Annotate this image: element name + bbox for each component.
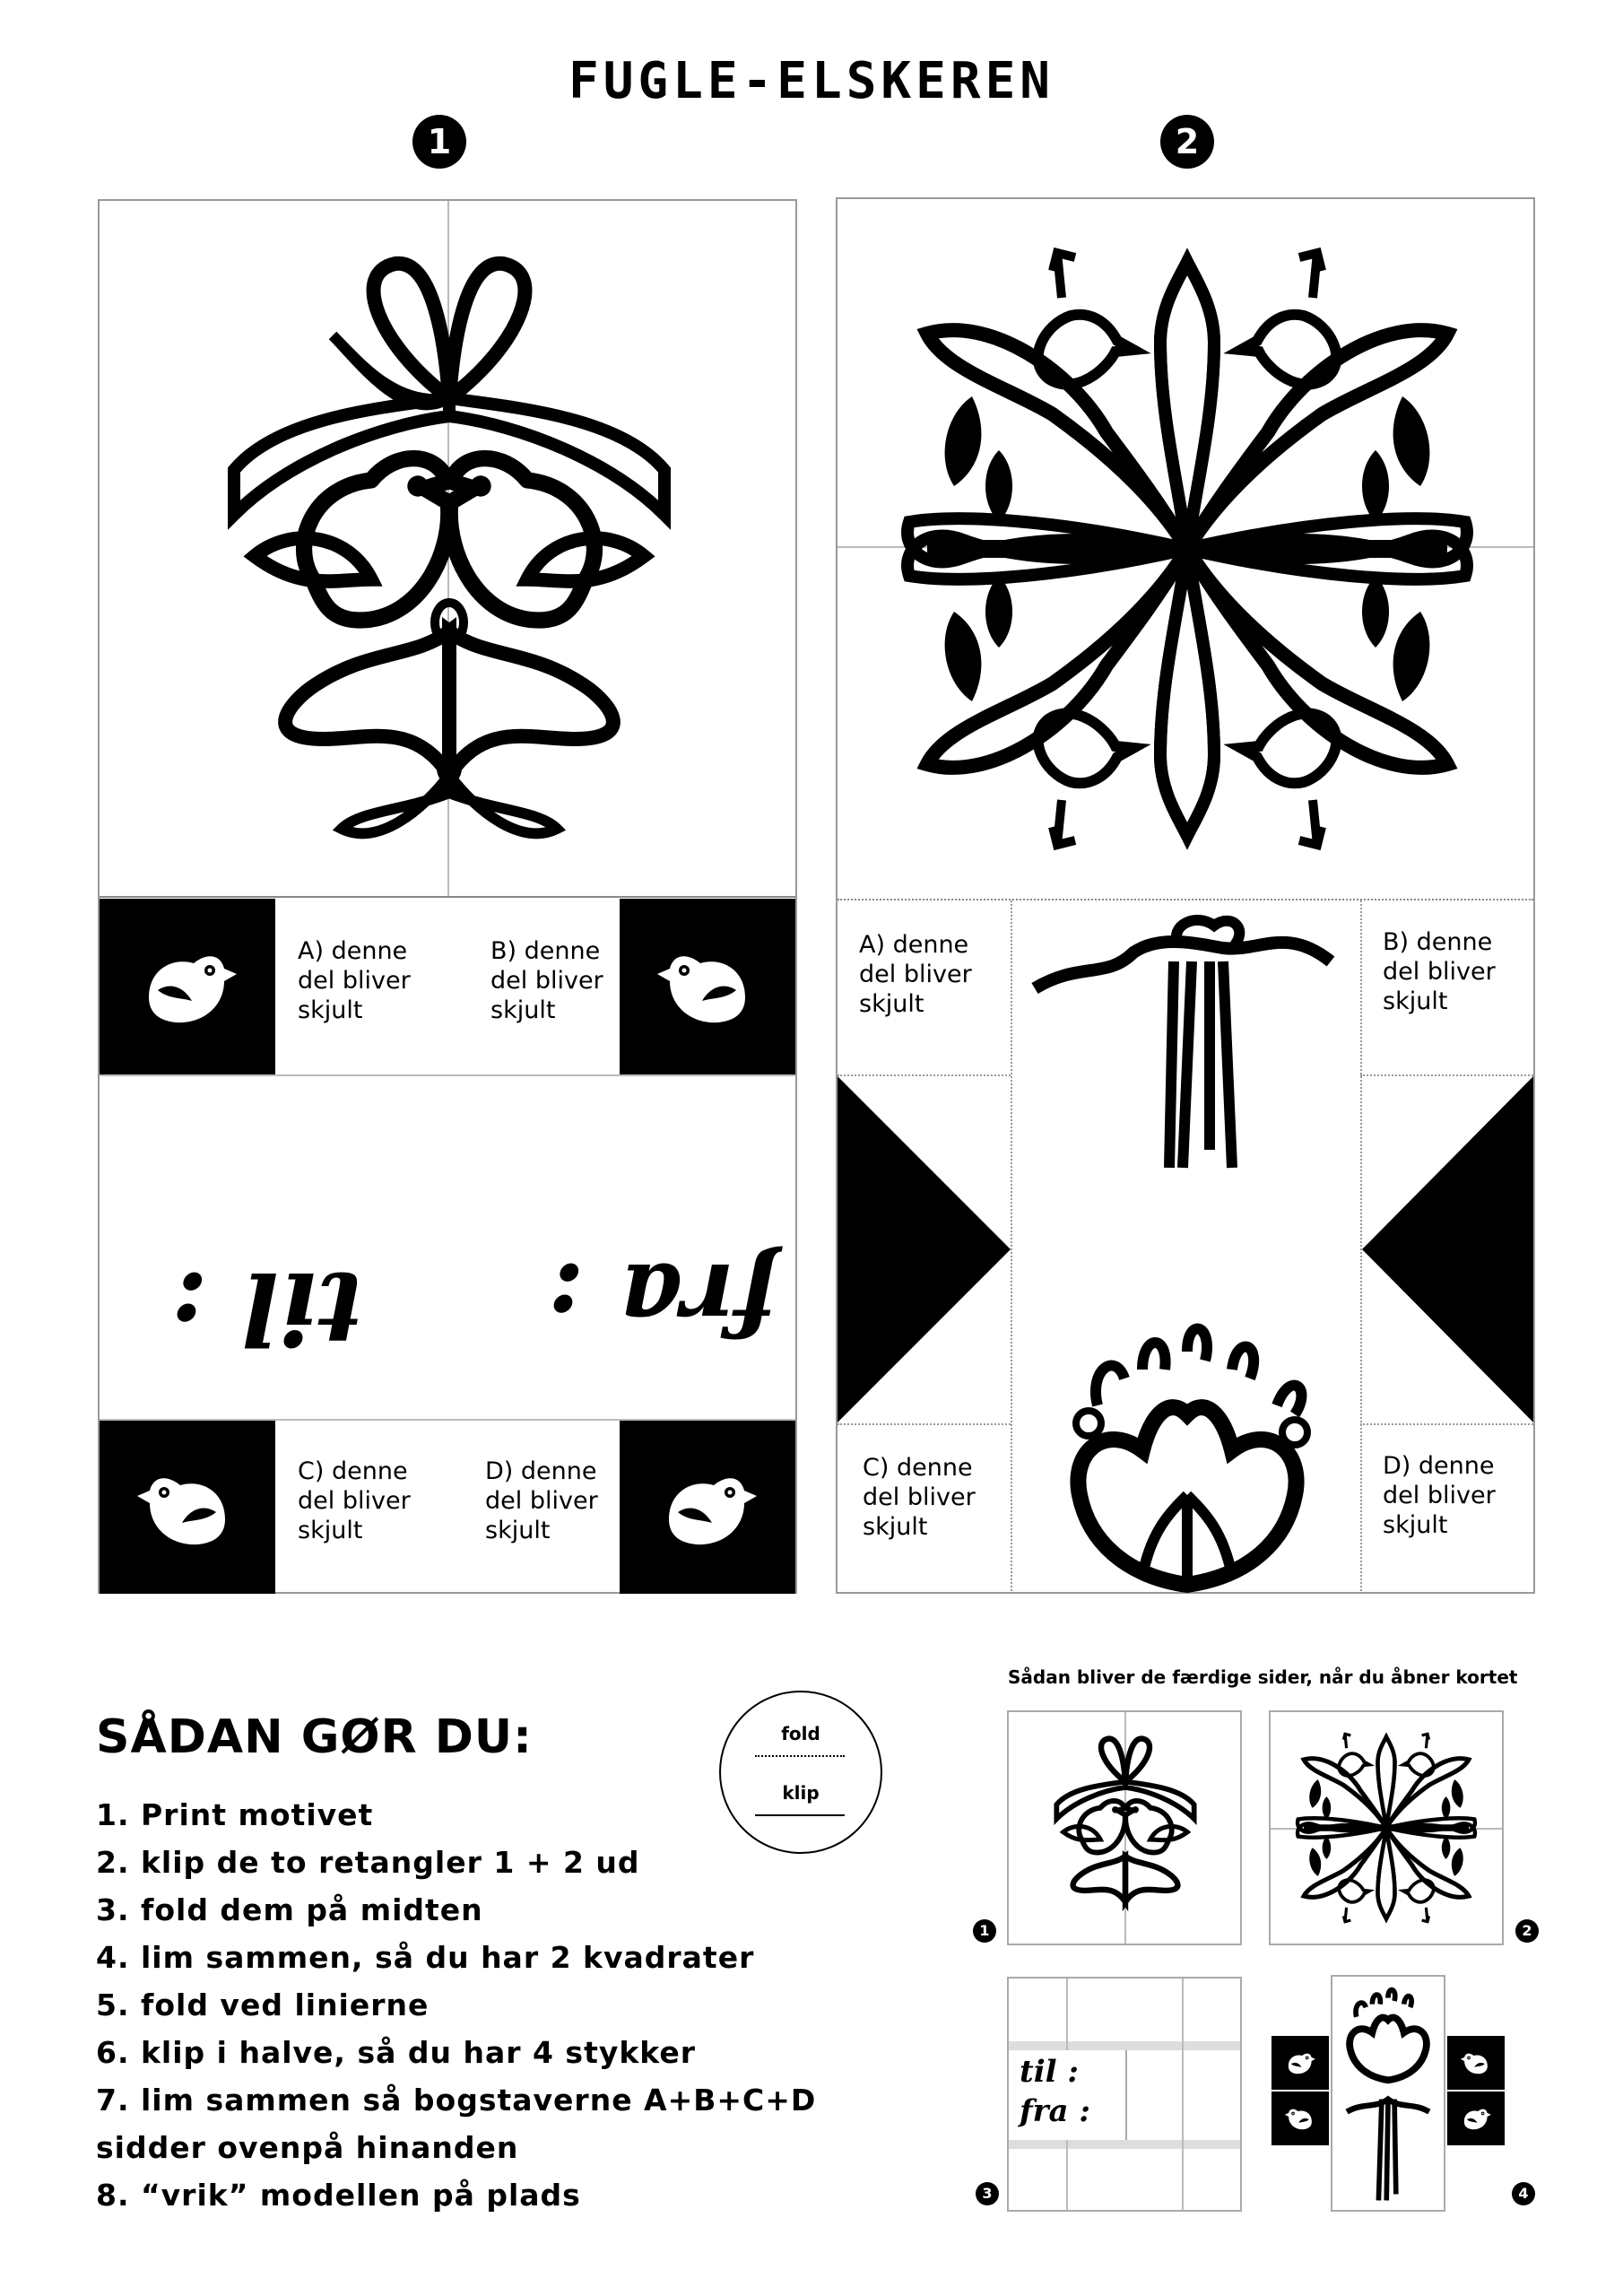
note-a-hidden: A) denne del bliver skjult [298, 937, 411, 1024]
note-b-hidden: B) denne del bliver skjult [490, 937, 603, 1024]
panel-2-cutout [836, 197, 1535, 1594]
preview-til-label: til : [1020, 2054, 1079, 2090]
panel-1-number-badge: 1 [412, 115, 466, 169]
legend-cut-label: klip [782, 1782, 820, 1804]
preview-love-birds [1027, 1730, 1224, 1936]
bird-icon [1447, 2092, 1505, 2145]
preview-page-2 [1269, 1710, 1504, 1945]
step-7-continued: sidder ovenpå hinanden [96, 2130, 519, 2165]
instructions-heading: SÅDAN GØR DU: [96, 1710, 533, 1764]
bird-tab-a [100, 899, 275, 1074]
preview-bird-tab [1271, 2036, 1329, 2090]
panel-1-cutout [98, 199, 797, 1594]
preview-bird-tab [1447, 2092, 1505, 2145]
bird-icon [620, 899, 795, 1074]
step-5: 5. fold ved linierne [96, 1987, 430, 2022]
bird-tab-c [100, 1421, 275, 1594]
bird-tab-b [620, 899, 795, 1074]
bird-tab-d [620, 1421, 795, 1594]
preview-page-1 [1007, 1710, 1242, 1945]
legend-fold-line [755, 1755, 845, 1757]
fra-label: fra : [548, 1241, 777, 1357]
bird-icon [1447, 2036, 1505, 2090]
note-a-hidden: A) denne del bliver skjult [859, 931, 972, 1018]
note-d-hidden: D) denne del bliver skjult [485, 1457, 598, 1544]
preview-bouquet [1334, 1984, 1442, 2208]
note-d-hidden: D) denne del bliver skjult [1383, 1452, 1496, 1539]
preview-number-4: 4 [1512, 2182, 1535, 2205]
ribbon-bouquet-stems [1017, 908, 1358, 1177]
preview-page-3 [1007, 1977, 1242, 2212]
love-birds-motif [153, 237, 745, 883]
preview-band [1009, 2140, 1240, 2149]
preview-caption: Sådan bliver de færdige sider, når du åbner kortet [1008, 1666, 1518, 1688]
step-7: 7. lim sammen så bogstaverne A+B+C+D [96, 2083, 817, 2118]
note-c-hidden: C) denne del bliver skjult [298, 1457, 411, 1544]
panel-2-dotted-h [1360, 1423, 1533, 1425]
preview-fra-label: fra : [1020, 2093, 1090, 2129]
preview-number-2: 2 [1515, 1919, 1539, 1943]
preview-floral-birds [1287, 1728, 1486, 1927]
instructions-steps [96, 1791, 816, 2219]
step-1: 1. Print motivet [96, 1797, 374, 1832]
panel-2-number-badge: 2 [1160, 115, 1214, 169]
bird-icon [100, 1421, 275, 1594]
step-4: 4. lim sammen, så du har 2 kvadrater [96, 1940, 755, 1975]
panel-1-divider-top [100, 1074, 795, 1076]
fold-cut-legend [719, 1691, 882, 1854]
preview-band [1009, 2041, 1240, 2050]
right-triangle-tab [1362, 1076, 1533, 1422]
floral-bird-motif [891, 235, 1483, 863]
preview-line [1182, 1979, 1184, 2210]
bird-icon [620, 1421, 795, 1594]
preview-page-4 [1271, 1975, 1505, 2212]
til-label: til : [171, 1250, 363, 1366]
panel-2-fold-line [838, 899, 1533, 900]
bird-icon [1271, 2092, 1329, 2145]
preview-bird-tab [1447, 2036, 1505, 2090]
preview-number-1: 1 [973, 1919, 996, 1943]
note-b-hidden: B) denne del bliver skjult [1383, 928, 1496, 1015]
bird-icon [100, 899, 275, 1074]
legend-fold-label: fold [781, 1723, 820, 1744]
step-6: 6. klip i halve, så du har 4 stykker [96, 2035, 697, 2070]
preview-bird-tab [1271, 2092, 1329, 2145]
panel-2-dotted-v-left [1011, 900, 1012, 1591]
legend-cut-line [755, 1814, 845, 1816]
note-c-hidden: C) denne del bliver skjult [863, 1454, 976, 1541]
step-2: 2. klip de to retangler 1 + 2 ud [96, 1845, 640, 1880]
panel-1-fold-line [100, 896, 795, 898]
step-3: 3. fold dem på midten [96, 1892, 483, 1927]
bird-icon [1271, 2036, 1329, 2090]
preview-number-3: 3 [976, 2182, 999, 2205]
flower-bouquet-motif [1035, 1316, 1340, 1596]
page-title: FUGLE-ELSKEREN [568, 52, 1055, 110]
panel-2-dotted-h [838, 1423, 1011, 1425]
left-triangle-tab [838, 1076, 1011, 1422]
step-8: 8. “vrik” modellen på plads [96, 2178, 581, 2213]
